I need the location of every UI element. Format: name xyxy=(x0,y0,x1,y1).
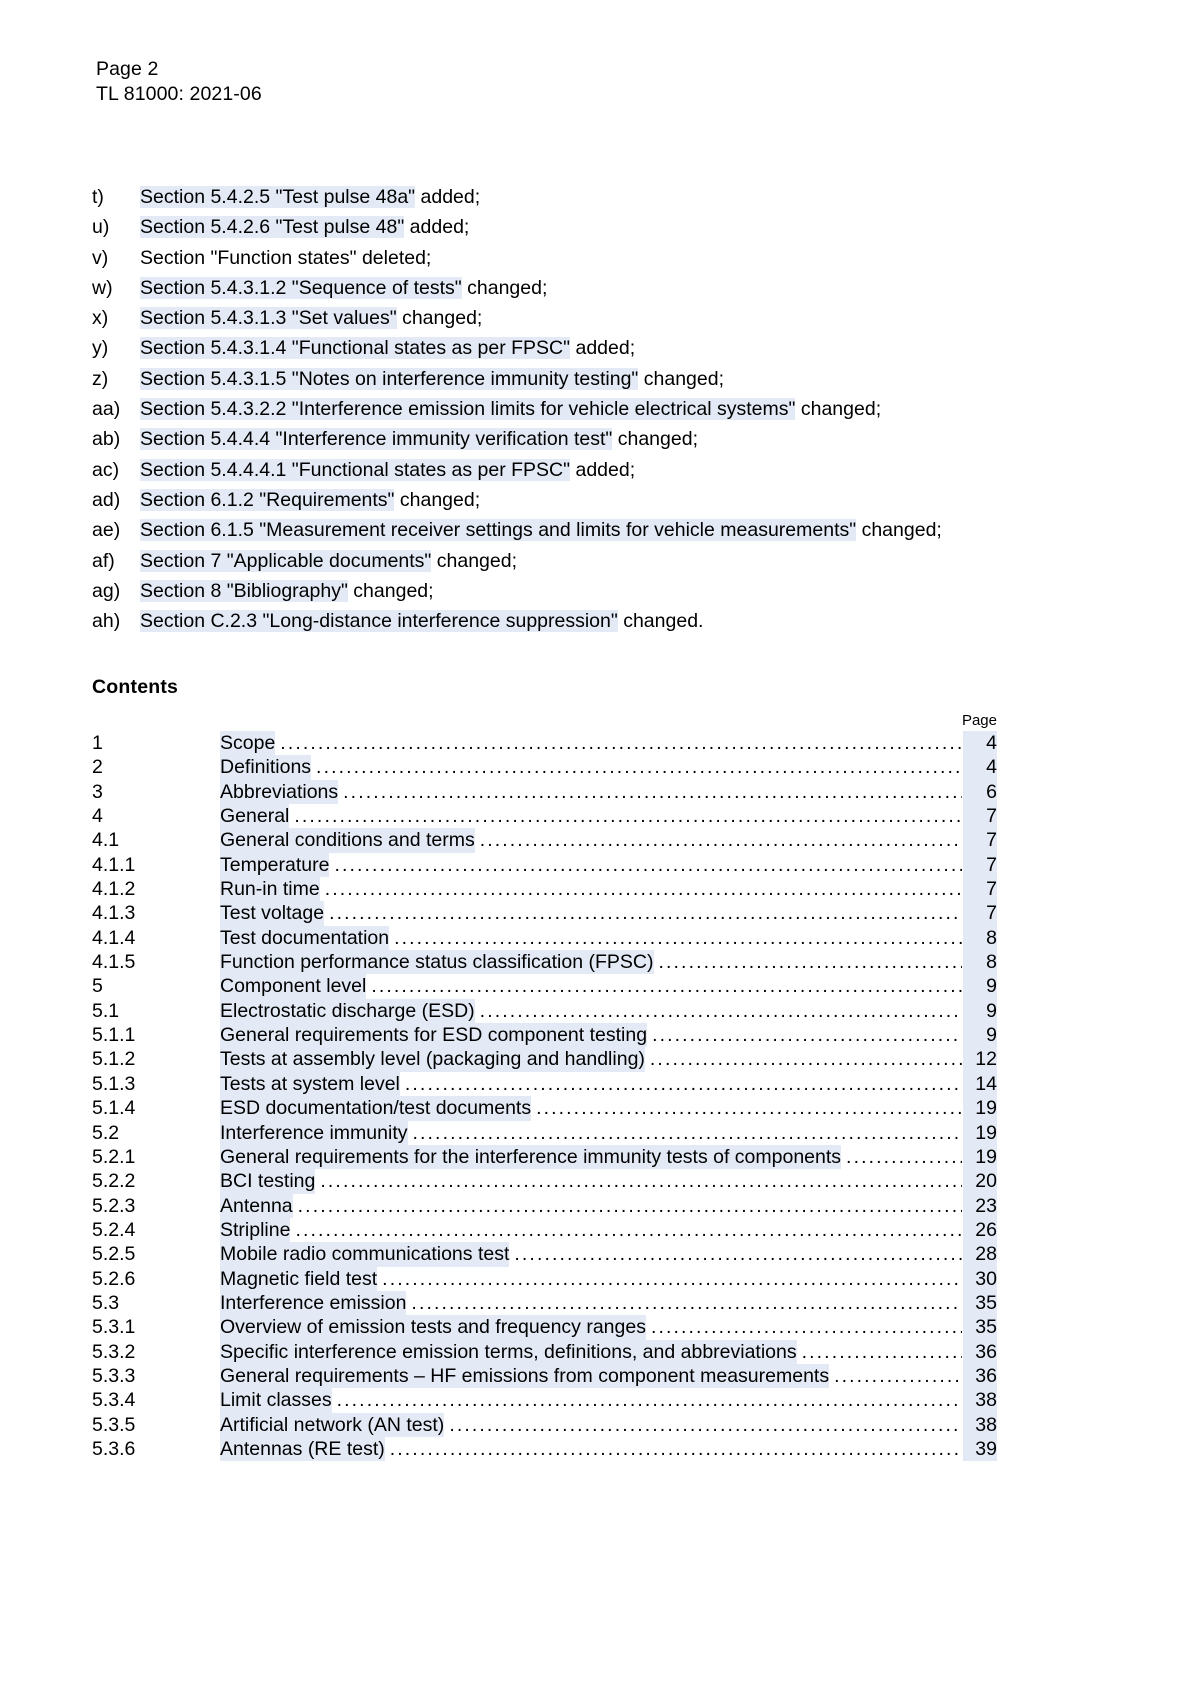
change-item-marker: af) xyxy=(92,549,115,572)
change-item-suffix: changed; xyxy=(396,307,483,330)
toc-dot-leader xyxy=(650,1050,962,1070)
toc-page-number: 36 xyxy=(963,1340,997,1364)
toc-title-area xyxy=(220,731,963,755)
toc-row[interactable] xyxy=(92,1194,997,1218)
toc-page-number: 39 xyxy=(963,1437,997,1461)
toc-row[interactable] xyxy=(92,780,997,804)
toc-page-number: 19 xyxy=(963,1121,997,1145)
toc-dot-leader xyxy=(334,856,962,876)
toc-page-number: 12 xyxy=(963,1047,997,1071)
toc-section-number: 4.1.4 xyxy=(92,926,136,949)
toc-section-title: Antennas (RE test) xyxy=(220,1437,385,1460)
toc-dot-leader xyxy=(337,1391,962,1411)
change-item-marker: v) xyxy=(92,246,109,269)
toc-section-title: BCI testing xyxy=(220,1170,316,1193)
toc-section-title: Overview of emission tests and frequency ranges xyxy=(220,1316,646,1339)
toc-row[interactable] xyxy=(92,755,997,779)
toc-title-area xyxy=(220,1364,963,1388)
toc-dot-leader xyxy=(298,1197,962,1217)
change-item-text xyxy=(140,515,1102,545)
toc-section-number: 4 xyxy=(92,805,103,828)
toc-section-title: Definitions xyxy=(220,756,312,779)
toc-title-area xyxy=(220,1315,963,1339)
change-item-marker: z) xyxy=(92,367,109,390)
toc-dot-leader xyxy=(371,977,962,997)
toc-dot-leader xyxy=(652,1026,962,1046)
toc-row[interactable] xyxy=(92,1121,997,1145)
toc-dot-leader xyxy=(280,734,962,754)
change-item-marker: ae) xyxy=(92,519,121,542)
toc-section-number: 4.1.5 xyxy=(92,951,136,974)
change-item-highlight: Section 5.4.3.2.2 "Interference emission limits for vehicle electrical systems" xyxy=(140,398,796,421)
toc-title-area xyxy=(220,1194,963,1218)
change-list xyxy=(92,182,1102,636)
toc-page-number: 7 xyxy=(963,828,997,852)
toc-page-number: 36 xyxy=(963,1364,997,1388)
change-item-marker: x) xyxy=(92,307,109,330)
change-item-highlight: Section 5.4.2.6 "Test pulse 48" xyxy=(140,216,405,239)
toc-row[interactable] xyxy=(92,828,997,852)
toc-section-number: 5.2.6 xyxy=(92,1267,136,1290)
toc-row[interactable] xyxy=(92,1218,997,1242)
table-of-contents xyxy=(92,731,997,1461)
change-list-item xyxy=(92,212,1102,242)
toc-section-number: 5.2.4 xyxy=(92,1218,136,1241)
change-item-highlight: Section 5.4.3.1.3 "Set values" xyxy=(140,307,397,330)
toc-section-number: 5.3 xyxy=(92,1291,120,1314)
change-list-item xyxy=(92,243,1102,273)
toc-page-number: 38 xyxy=(963,1413,997,1437)
toc-row[interactable] xyxy=(92,926,997,950)
change-list-item xyxy=(92,273,1102,303)
toc-row[interactable] xyxy=(92,1145,997,1169)
toc-section-title: Magnetic field test xyxy=(220,1267,378,1290)
toc-section-title: Tests at system level xyxy=(220,1072,400,1095)
page-label: Page 2 xyxy=(96,58,159,80)
toc-dot-leader xyxy=(394,929,962,949)
toc-title-area xyxy=(220,1047,963,1071)
toc-row[interactable] xyxy=(92,1072,997,1096)
toc-dot-leader xyxy=(802,1343,962,1363)
toc-section-number: 5.2.5 xyxy=(92,1243,136,1266)
toc-section-title: Temperature xyxy=(220,853,330,876)
toc-title-area xyxy=(220,1072,963,1096)
toc-section-number: 5.3.3 xyxy=(92,1364,136,1387)
toc-section-title: Component level xyxy=(220,975,367,998)
change-item-suffix: added; xyxy=(570,337,636,360)
toc-title-area xyxy=(220,1218,963,1242)
toc-title-area xyxy=(220,1437,963,1461)
toc-section-title: Electrostatic discharge (ESD) xyxy=(220,999,475,1022)
change-item-marker: ab) xyxy=(92,428,121,451)
toc-section-title: Specific interference emission terms, definitions, and abbreviations xyxy=(220,1340,797,1363)
change-item-suffix: changed; xyxy=(347,579,434,602)
toc-title-area xyxy=(220,828,963,852)
toc-dot-leader xyxy=(411,1294,962,1314)
change-item-highlight: Section 7 "Applicable documents" xyxy=(140,549,432,572)
change-item-text xyxy=(140,546,1102,576)
change-item-suffix: changed; xyxy=(856,519,942,542)
change-item-text xyxy=(140,243,1102,273)
toc-title-area xyxy=(220,804,963,828)
toc-title-area xyxy=(220,926,963,950)
toc-section-title: General requirements – HF emissions from component measurements xyxy=(220,1364,830,1387)
toc-title-area xyxy=(220,877,963,901)
change-item-marker: aa) xyxy=(92,398,121,421)
toc-section-title: Antenna xyxy=(220,1194,293,1217)
change-item-marker: t) xyxy=(92,186,104,208)
toc-dot-leader xyxy=(480,831,962,851)
toc-title-area xyxy=(220,1096,963,1120)
change-item-text xyxy=(140,333,1102,363)
toc-row[interactable] xyxy=(92,1291,997,1315)
toc-row[interactable] xyxy=(92,1315,997,1339)
toc-page-number: 19 xyxy=(963,1145,997,1169)
toc-row[interactable] xyxy=(92,1340,997,1364)
toc-dot-leader xyxy=(329,904,962,924)
toc-section-number: 5.2 xyxy=(92,1121,120,1144)
change-list-item xyxy=(92,546,1102,576)
toc-section-title: Limit classes xyxy=(220,1389,332,1412)
change-item-marker: ac) xyxy=(92,458,120,481)
document-header xyxy=(96,57,262,107)
change-item-marker: ad) xyxy=(92,488,121,511)
change-item-marker: ag) xyxy=(92,579,121,602)
change-item-highlight: Section 5.4.3.1.5 "Notes on interference immunity testing" xyxy=(140,367,639,390)
toc-dot-leader xyxy=(390,1440,962,1460)
change-item-highlight: Section 5.4.4.4 "Interference immunity verification test" xyxy=(140,428,613,451)
toc-title-area xyxy=(220,1291,963,1315)
toc-row[interactable] xyxy=(92,1169,997,1193)
toc-title-area xyxy=(220,1267,963,1291)
toc-section-title: Interference emission xyxy=(220,1291,407,1314)
change-item-text xyxy=(140,212,1102,242)
toc-page-number: 28 xyxy=(963,1242,997,1266)
toc-page-number: 8 xyxy=(963,950,997,974)
toc-page-number: 8 xyxy=(963,926,997,950)
toc-section-title: General requirements for ESD component testing xyxy=(220,1024,648,1047)
change-list-item xyxy=(92,576,1102,606)
change-list-item xyxy=(92,515,1102,545)
change-item-text xyxy=(140,364,1102,394)
toc-dot-leader xyxy=(294,807,962,827)
toc-section-title: Mobile radio communications test xyxy=(220,1243,510,1266)
change-item-highlight: Section 6.1.2 "Requirements" xyxy=(140,488,395,511)
toc-dot-leader xyxy=(405,1075,962,1095)
toc-page-number: 35 xyxy=(963,1315,997,1339)
toc-title-area xyxy=(220,999,963,1023)
toc-title-area xyxy=(220,1023,963,1047)
toc-row[interactable] xyxy=(92,1364,997,1388)
toc-section-title: Stripline xyxy=(220,1218,291,1241)
toc-title-area xyxy=(220,974,963,998)
toc-page-number: 7 xyxy=(963,877,997,901)
toc-section-title: General xyxy=(220,805,290,828)
toc-section-title: ESD documentation/test documents xyxy=(220,1097,532,1120)
toc-dot-leader xyxy=(295,1221,962,1241)
toc-section-title: General conditions and terms xyxy=(220,829,475,852)
toc-page-number: 4 xyxy=(963,731,997,755)
change-item-suffix: added; xyxy=(415,186,481,208)
change-item-highlight: Section C.2.3 "Long-distance interference suppression" xyxy=(140,610,618,633)
toc-section-number: 2 xyxy=(92,756,103,779)
toc-section-number: 4.1.1 xyxy=(92,853,136,876)
toc-page-number: 7 xyxy=(963,853,997,877)
toc-dot-leader xyxy=(536,1099,962,1119)
toc-title-area xyxy=(220,1169,963,1193)
toc-row[interactable] xyxy=(92,1413,997,1437)
toc-row[interactable] xyxy=(92,1047,997,1071)
change-item-marker: u) xyxy=(92,216,110,239)
toc-dot-leader xyxy=(514,1245,962,1265)
toc-page-number: 23 xyxy=(963,1194,997,1218)
toc-title-area xyxy=(220,1388,963,1412)
toc-page-number: 9 xyxy=(963,999,997,1023)
change-item-text xyxy=(140,394,1102,424)
toc-page-number: 30 xyxy=(963,1267,997,1291)
toc-dot-leader xyxy=(325,880,962,900)
change-item-text xyxy=(140,606,1102,636)
change-item-highlight: Section 6.1.5 "Measurement receiver settings and limits for vehicle measurements" xyxy=(140,519,857,542)
toc-row[interactable] xyxy=(92,974,997,998)
toc-page-number: 26 xyxy=(963,1218,997,1242)
toc-section-title: Function performance status classification (FPSC) xyxy=(220,951,654,974)
change-item-text xyxy=(140,303,1102,333)
toc-row[interactable] xyxy=(92,1437,997,1461)
change-item-suffix: changed; xyxy=(431,549,518,572)
change-item-text xyxy=(140,273,1102,303)
toc-section-title: Artificial network (AN test) xyxy=(220,1413,445,1436)
change-list-item xyxy=(92,485,1102,515)
toc-section-title: General requirements for the interference immunity tests of components xyxy=(220,1145,842,1168)
toc-section-number: 5.3.1 xyxy=(92,1316,136,1339)
toc-dot-leader xyxy=(382,1270,962,1290)
toc-title-area xyxy=(220,853,963,877)
toc-dot-leader xyxy=(846,1148,962,1168)
toc-title-area xyxy=(220,755,963,779)
toc-section-number: 5.2.1 xyxy=(92,1145,136,1168)
toc-title-area xyxy=(220,1145,963,1169)
toc-row[interactable] xyxy=(92,901,997,925)
change-item-highlight: Section 5.4.3.1.2 "Sequence of tests" xyxy=(140,276,462,299)
contents-heading: Contents xyxy=(92,676,179,698)
toc-dot-leader xyxy=(316,758,962,778)
change-list-item xyxy=(92,455,1102,485)
toc-section-number: 3 xyxy=(92,780,103,803)
toc-section-number: 5.2.3 xyxy=(92,1194,136,1217)
toc-row[interactable] xyxy=(92,950,997,974)
change-item-suffix: changed; xyxy=(638,367,725,390)
toc-section-number: 4.1 xyxy=(92,829,120,852)
toc-title-area xyxy=(220,1340,963,1364)
toc-section-number: 1 xyxy=(92,732,103,754)
toc-page-number: 38 xyxy=(963,1388,997,1412)
toc-section-title: Test voltage xyxy=(220,902,325,925)
toc-section-number: 4.1.3 xyxy=(92,902,136,925)
toc-row[interactable] xyxy=(92,1023,997,1047)
toc-row[interactable] xyxy=(92,877,997,901)
toc-title-area xyxy=(220,1242,963,1266)
change-list-item xyxy=(92,606,1102,636)
change-item-text xyxy=(140,455,1102,485)
change-item-text xyxy=(140,424,1102,454)
toc-section-number: 5.1.2 xyxy=(92,1048,136,1071)
toc-title-area xyxy=(220,1121,963,1145)
change-item-suffix: changed; xyxy=(461,276,548,299)
change-list-item xyxy=(92,394,1102,424)
change-item-highlight: Section 5.4.2.5 "Test pulse 48a" xyxy=(140,186,416,208)
change-item-marker: ah) xyxy=(92,610,121,633)
toc-dot-leader xyxy=(834,1367,962,1387)
toc-row[interactable] xyxy=(92,731,997,755)
toc-section-number: 5.2.2 xyxy=(92,1170,136,1193)
toc-page-number: 35 xyxy=(963,1291,997,1315)
toc-page-number: 7 xyxy=(963,804,997,828)
toc-section-number: 5 xyxy=(92,975,103,998)
toc-row[interactable] xyxy=(92,804,997,828)
toc-row[interactable] xyxy=(92,1388,997,1412)
toc-title-area xyxy=(220,950,963,974)
change-item-marker: y) xyxy=(92,337,109,360)
toc-page-number: 19 xyxy=(963,1096,997,1120)
document-id: TL 81000: 2021-06 xyxy=(96,83,262,105)
toc-dot-leader xyxy=(343,783,962,803)
change-item-text xyxy=(140,576,1102,606)
page-column-label: Page xyxy=(961,712,997,729)
toc-section-number: 5.3.5 xyxy=(92,1413,136,1436)
change-item-highlight: Section 5.4.4.4.1 "Functional states as per FPSC" xyxy=(140,458,571,481)
toc-section-title: Abbreviations xyxy=(220,780,339,803)
toc-section-title: Scope xyxy=(220,732,276,754)
toc-section-number: 5.1 xyxy=(92,999,120,1022)
change-item-suffix: changed. xyxy=(617,610,704,633)
toc-dot-leader xyxy=(651,1318,962,1338)
change-list-item xyxy=(92,424,1102,454)
toc-page-number: 20 xyxy=(963,1169,997,1193)
change-item-suffix: added; xyxy=(404,216,470,239)
toc-section-number: 5.3.4 xyxy=(92,1389,136,1412)
change-item-marker: w) xyxy=(92,276,113,299)
toc-page-number: 4 xyxy=(963,755,997,779)
toc-section-number: 5.1.1 xyxy=(92,1024,136,1047)
change-list-item xyxy=(92,364,1102,394)
toc-section-title: Test documentation xyxy=(220,926,390,949)
change-list-item xyxy=(92,303,1102,333)
toc-page-number: 7 xyxy=(963,901,997,925)
change-item-plain: Section "Function states" deleted; xyxy=(140,246,432,269)
toc-dot-leader xyxy=(449,1416,962,1436)
change-item-highlight: Section 5.4.3.1.4 "Functional states as per FPSC" xyxy=(140,337,571,360)
toc-section-title: Tests at assembly level (packaging and handling) xyxy=(220,1048,645,1071)
change-item-text xyxy=(140,485,1102,515)
toc-section-number: 5.3.2 xyxy=(92,1340,136,1363)
toc-section-title: Interference immunity xyxy=(220,1121,408,1144)
change-item-suffix: changed; xyxy=(795,398,882,421)
toc-page-number: 14 xyxy=(963,1072,997,1096)
change-list-item xyxy=(92,182,1102,212)
toc-dot-leader xyxy=(320,1172,962,1192)
toc-title-area xyxy=(220,901,963,925)
toc-row[interactable] xyxy=(92,1242,997,1266)
change-item-highlight: Section 8 "Bibliography" xyxy=(140,579,348,602)
toc-dot-leader xyxy=(480,1002,962,1022)
toc-section-number: 5.3.6 xyxy=(92,1437,136,1460)
toc-dot-leader xyxy=(659,953,963,973)
toc-title-area xyxy=(220,780,963,804)
change-item-suffix: changed; xyxy=(394,488,481,511)
change-item-text xyxy=(140,182,1102,212)
toc-section-number: 5.1.3 xyxy=(92,1072,136,1095)
toc-page-number: 9 xyxy=(963,1023,997,1047)
change-item-suffix: changed; xyxy=(612,428,698,451)
toc-page-number: 9 xyxy=(963,974,997,998)
toc-title-area xyxy=(220,1413,963,1437)
toc-row[interactable] xyxy=(92,853,997,877)
toc-row[interactable] xyxy=(92,1267,997,1291)
toc-section-number: 5.1.4 xyxy=(92,1097,136,1120)
change-list-item xyxy=(92,333,1102,363)
toc-dot-leader xyxy=(413,1124,963,1144)
toc-row[interactable] xyxy=(92,999,997,1023)
toc-section-number: 4.1.2 xyxy=(92,878,136,901)
change-item-suffix: added; xyxy=(570,458,636,481)
toc-page-number: 6 xyxy=(963,780,997,804)
toc-row[interactable] xyxy=(92,1096,997,1120)
toc-section-title: Run-in time xyxy=(220,878,320,901)
